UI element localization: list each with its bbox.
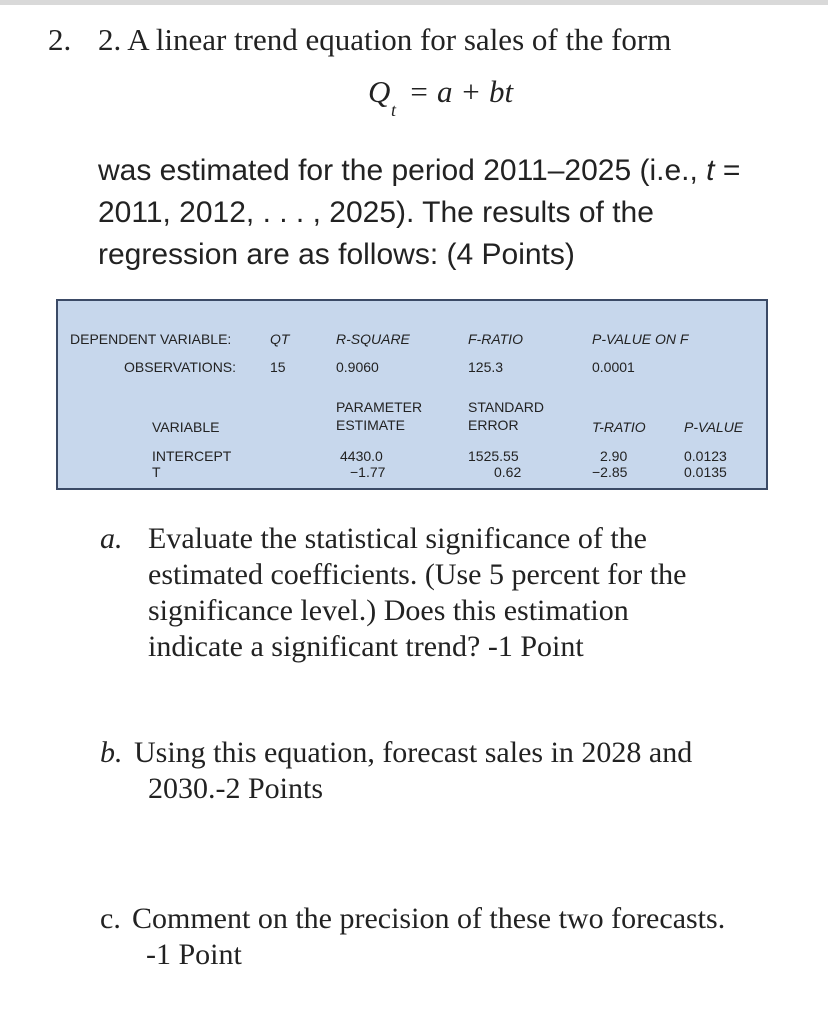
part-a-label: a. — [100, 522, 123, 555]
p-value-on-f-value: 0.0001 — [592, 359, 635, 375]
dependent-variable-label: DEPENDENT VARIABLE: — [70, 331, 232, 347]
part-a-line: indicate a significant trend? -1 Point — [148, 630, 584, 663]
equation-lhs: Q — [368, 74, 391, 109]
observations-label: OBSERVATIONS: — [124, 359, 237, 375]
row-t-variable: T — [152, 464, 161, 480]
se-header-line2: ERROR — [468, 417, 519, 433]
part-b-label: b. — [100, 736, 123, 769]
equation-rhs: = a + bt — [408, 74, 514, 109]
variable-header: VARIABLE — [152, 419, 220, 435]
part-b-text — [134, 735, 814, 807]
top-divider — [0, 0, 828, 5]
question-title: 2. A linear trend equation for sales of the form — [98, 22, 672, 57]
p-value-on-f-label: P-VALUE ON F — [592, 331, 689, 347]
part-a-line: significance level.) Does this estimation — [148, 594, 629, 627]
f-ratio-label: F-RATIO — [468, 331, 523, 347]
question-intro — [98, 150, 788, 276]
intro-t: t — [706, 154, 715, 187]
part-b-line: 2030.-2 Points — [148, 772, 324, 805]
param-header-line2: ESTIMATE — [336, 417, 405, 433]
observations-value: 15 — [270, 359, 286, 375]
row-intercept-std-error: 1525.55 — [468, 448, 519, 464]
part-c-label: c. — [100, 902, 121, 935]
part-c-line: Comment on the precision of these two forecasts. — [132, 902, 726, 935]
equation-subscript: t — [391, 100, 397, 120]
part-c-line: -1 Point — [146, 938, 242, 971]
param-header-line1: PARAMETER — [336, 399, 423, 415]
t-ratio-header: T-RATIO — [592, 419, 646, 435]
row-t-std-error: 0.62 — [494, 464, 522, 480]
part-a-line: Evaluate the statistical significance of the — [148, 522, 647, 555]
row-t-t-ratio: −2.85 — [592, 464, 628, 480]
dependent-variable-value: QT — [270, 331, 290, 347]
f-ratio-value: 125.3 — [468, 359, 504, 375]
intro-line1: was estimated for the period 2011–2025 (i.e., — [98, 154, 707, 187]
row-intercept-estimate: 4430.0 — [340, 448, 383, 464]
p-value-header: P-VALUE — [684, 419, 744, 435]
se-header-line1: STANDARD — [468, 399, 544, 415]
part-a-line: estimated coefficients. (Use 5 percent for the — [148, 558, 687, 591]
question-number: 2. — [48, 22, 72, 57]
intro-line2: = 2011, 2012, . . . , 2025). The results of the regression are as follows: (4 Points) — [98, 154, 741, 271]
part-c-text — [132, 901, 822, 973]
r-square-value: 0.9060 — [336, 359, 379, 375]
r-square-label: R-SQUARE — [336, 331, 410, 347]
trend-equation — [368, 74, 513, 110]
row-t-estimate: −1.77 — [350, 464, 386, 480]
part-b-line: Using this equation, forecast sales in 2028 and — [134, 736, 693, 769]
regression-results-table — [56, 299, 768, 490]
row-intercept-variable: INTERCEPT — [152, 448, 232, 464]
row-intercept-p-value: 0.0123 — [684, 448, 727, 464]
row-intercept-t-ratio: 2.90 — [600, 448, 628, 464]
row-t-p-value: 0.0135 — [684, 464, 727, 480]
part-a-text — [148, 521, 808, 665]
